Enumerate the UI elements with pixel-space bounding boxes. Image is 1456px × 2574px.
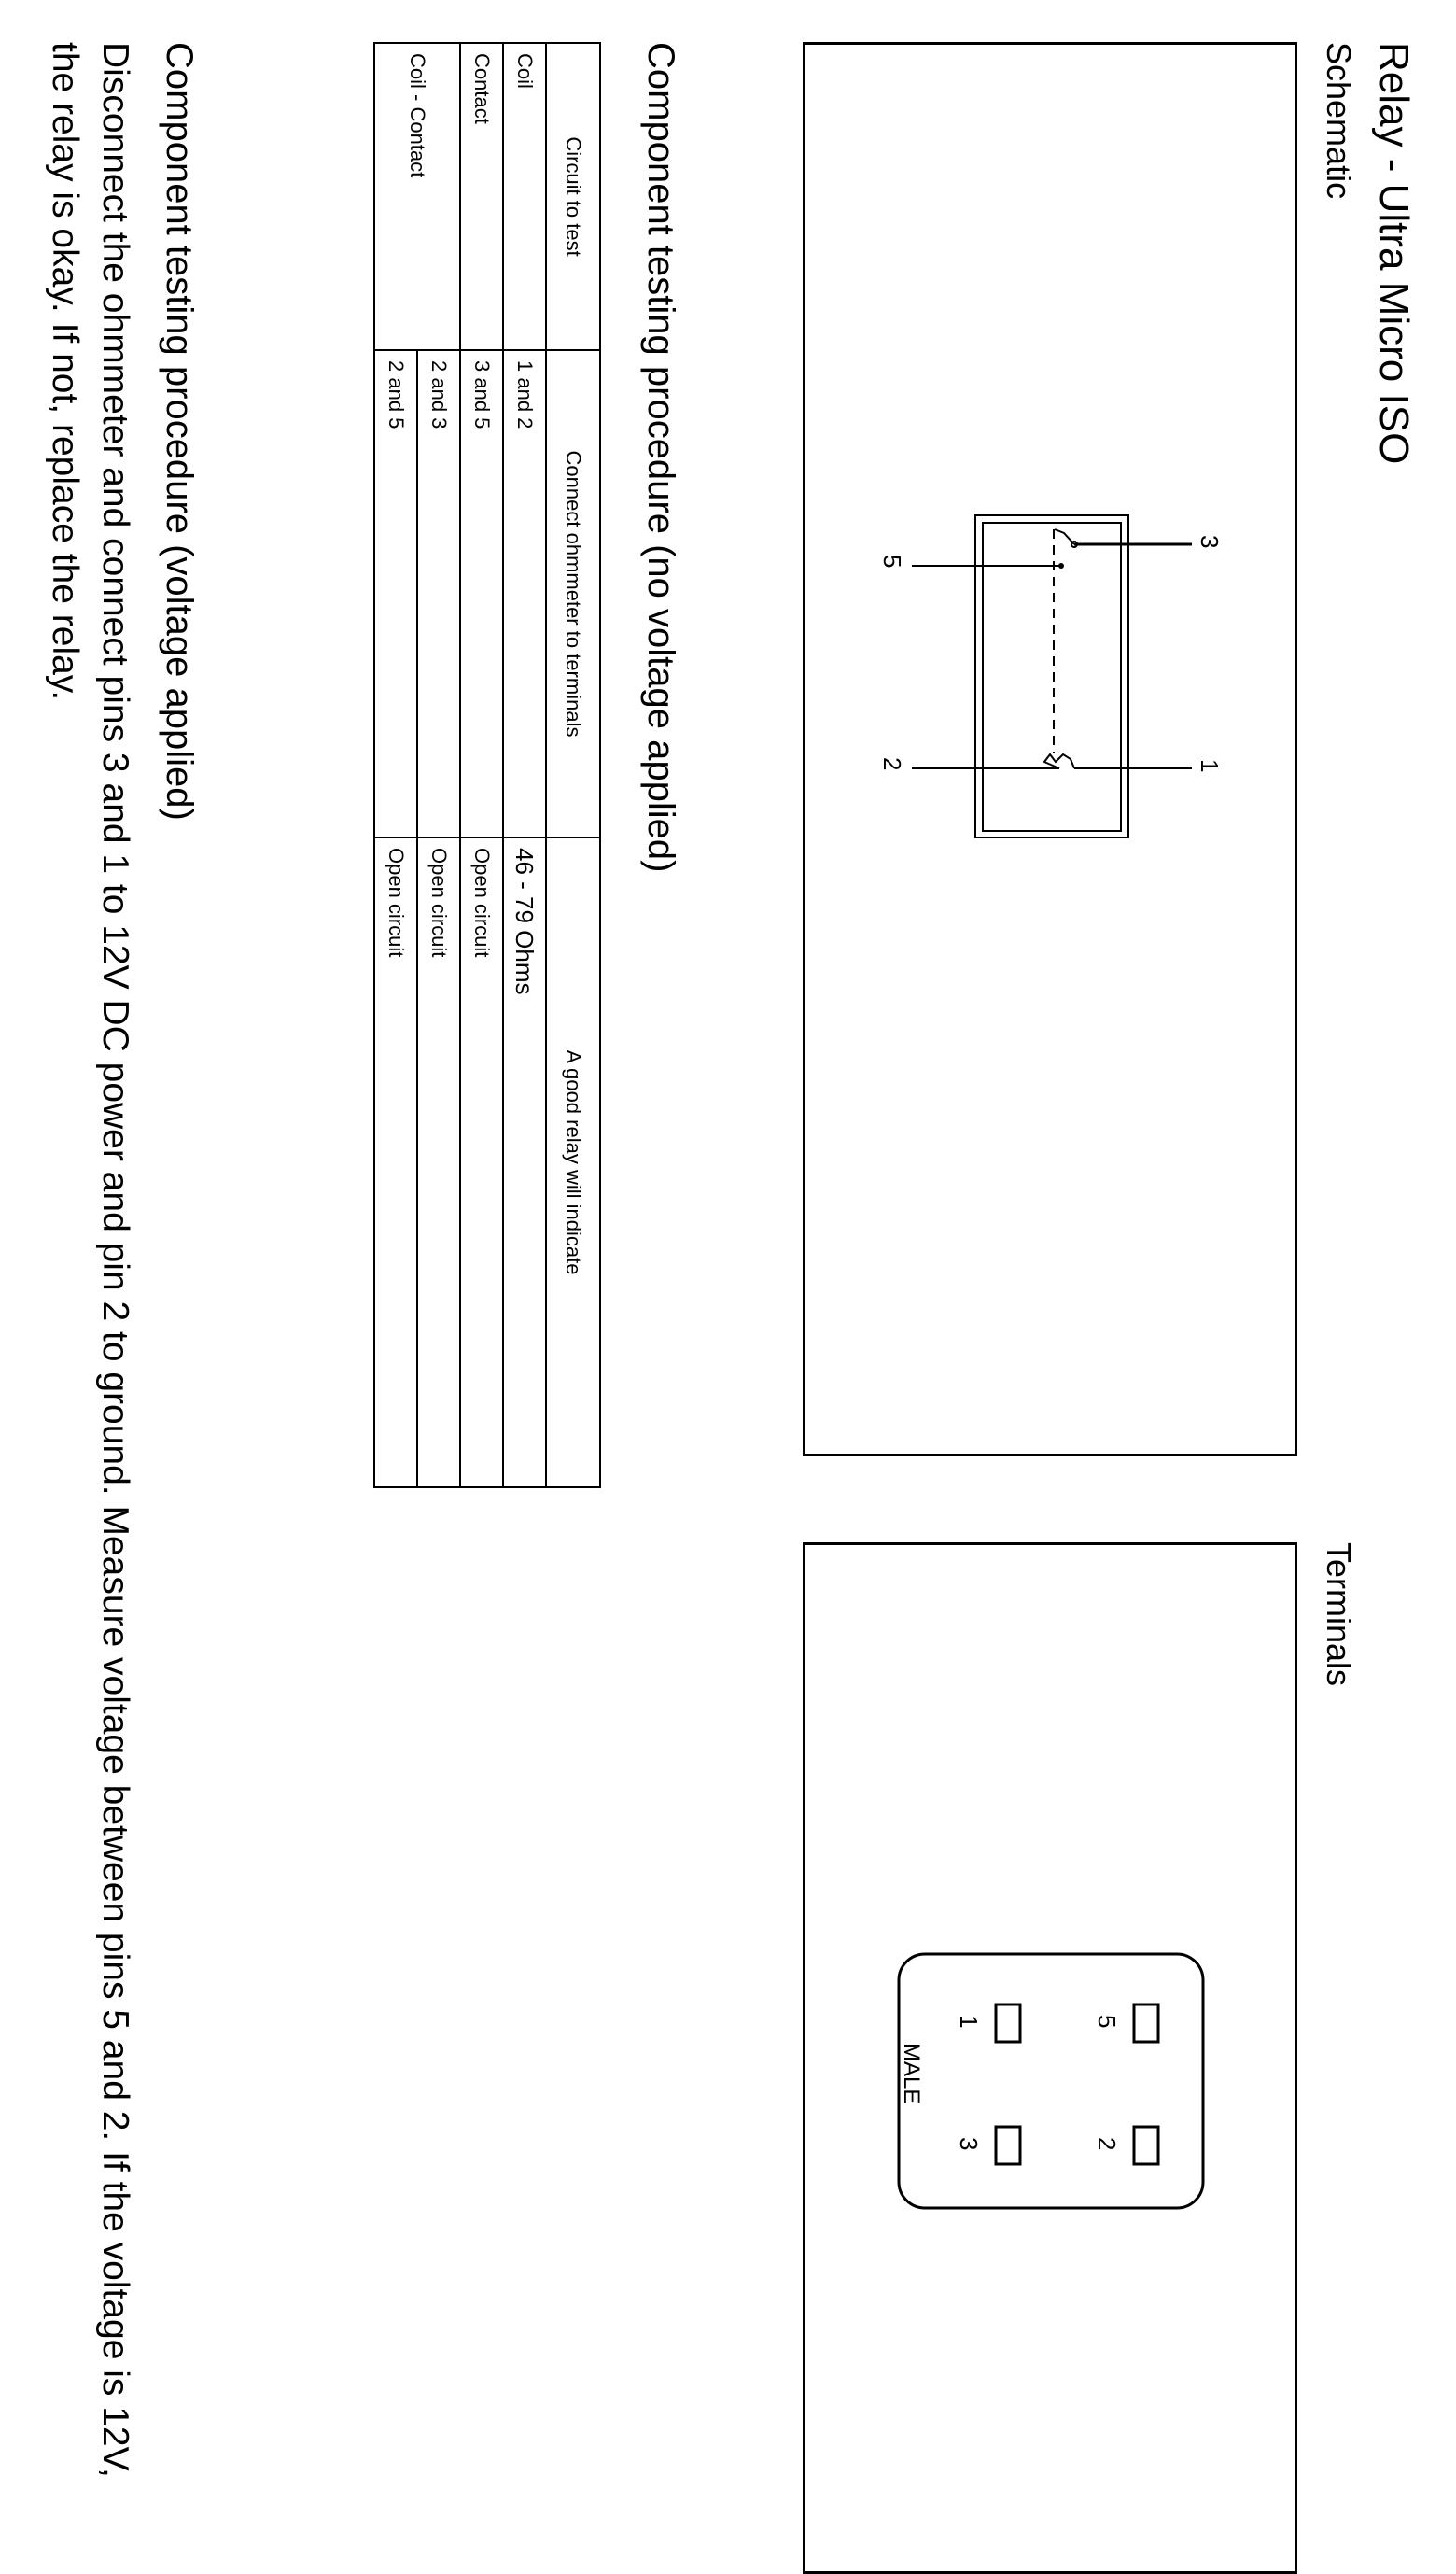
relay-body-inner [983,523,1121,831]
relay-schematic-diagram [805,45,1295,1454]
table-cell-circuit: Coil - Contact [374,43,460,350]
schematic-pin-label: 1 [1196,759,1224,773]
ohmmeter-test-table [373,42,601,1488]
terminals-panel [803,1542,1297,2574]
schematic-pin-label: 5 [878,555,906,569]
page-title: Relay - Ultra Micro ISO [1371,42,1417,465]
table-cell-result: 46 - 79 Ohms [503,837,546,1487]
table-cell-circuit: Contact [460,43,503,350]
terminal-pin-label: 1 [955,2015,983,2029]
terminal-pin-label: 3 [955,2137,983,2151]
table-header-row [546,43,600,1487]
table-cell-result: Open circuit [417,837,460,1487]
table-row [503,43,546,1487]
terminal-connector-diagram [805,1545,1295,2571]
terminal-pin [1134,2004,1158,2042]
terminal-pin [996,2004,1020,2042]
connector-gender-label: MALE [899,2043,924,2104]
table-cell-result: Open circuit [460,837,503,1487]
schematic-pin-label: 3 [1196,535,1224,549]
schematic-panel [803,42,1297,1456]
switch-contact-point [1058,563,1064,569]
voltage-heading: Component testing procedure (voltage applied) [159,42,200,821]
terminal-pin [996,2127,1020,2164]
terminals-heading: Terminals [1320,1542,1358,1687]
terminal-pin-label: 5 [1093,2015,1121,2029]
table-cell-terminals: 2 and 5 [374,350,417,837]
connector-housing [899,1954,1203,2208]
relay-body-outer [975,515,1128,837]
table-cell-circuit: Coil [503,43,546,350]
table-cell-terminals: 1 and 2 [503,350,546,837]
schematic-pin-label: 2 [878,757,906,771]
column-header: A good relay will indicate [546,837,600,1487]
terminal-pin [1134,2127,1158,2164]
terminal-pin-label: 2 [1093,2137,1121,2151]
voltage-procedure-text: Disconnect the ohmmeter and connect pins 3 and 1 to 12V DC power and pin 2 to ground. Measure voltage between pins 5 and 2. If the voltage is 12V, the relay is okay. If not, replace the relay. [45,42,135,2478]
table-cell-terminals: 3 and 5 [460,350,503,837]
schematic-heading: Schematic [1320,42,1358,200]
switch-arm [1055,529,1074,544]
table-cell-terminals: 2 and 3 [417,350,460,837]
column-header: Circuit to test [546,43,600,350]
table-row [417,43,460,1487]
no-voltage-heading: Component testing procedure (no voltage applied) [640,42,681,873]
column-header: Connect ohmmeter to terminals [546,350,600,837]
table-cell-result: Open circuit [374,837,417,1487]
table-row [460,43,503,1487]
relay-coil [1044,754,1074,768]
